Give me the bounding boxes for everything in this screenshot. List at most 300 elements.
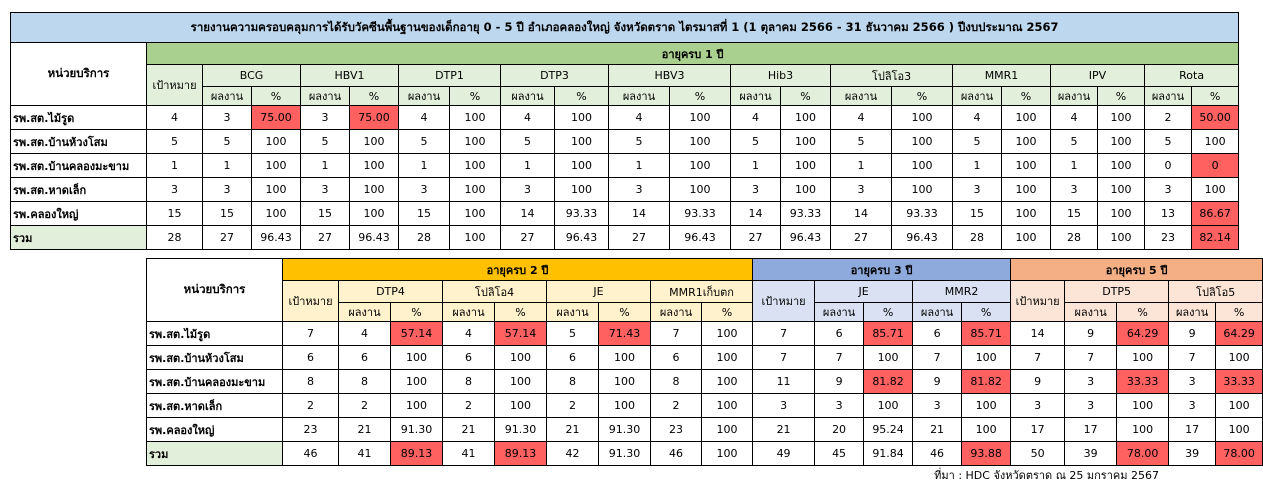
percent-value: 100 [555,130,609,154]
report-title: รายงานความครอบคลุมการได้รับวัคซีนพื้นฐานของเด็กอายุ 0 - 5 ปี อำเภอคลองใหญ่ จังหวัดตราด ไตรมาสที่ 1 (1 ตุลาคม 2566 - 31 ธันวาคม 2566 ) ปีงบประมาณ 2567 [11,13,1239,43]
percent-value: 100 [350,130,399,154]
percent-value: 100 [892,130,953,154]
percent-value: 100 [1002,154,1051,178]
result-value: 20 [815,418,864,442]
percent-value: 82.14 [1192,226,1239,250]
result-value: 3 [301,178,350,202]
table-row [11,226,1239,250]
percent-value: 100 [670,106,731,130]
result-value: 42 [547,442,599,466]
result-value: 14 [501,202,555,226]
result-value: 8 [651,370,702,394]
percent-value: 89.13 [495,442,547,466]
percent-value: 95.24 [864,418,913,442]
table-row [147,346,1263,370]
percent-header: % [1002,87,1051,106]
result-value: 15 [1051,202,1098,226]
unit-name: รพ.สต.หาดเล็ก [11,178,147,202]
vaccine-header: โปลิโอ5 [1169,281,1263,303]
unit-name: รพ.สต.ไม้รูด [11,106,147,130]
result-value: 28 [953,226,1002,250]
percent-value: 100 [450,226,501,250]
result-value: 6 [547,346,599,370]
table-row [147,322,1263,346]
percent-value: 100 [962,418,1011,442]
result-value: 1 [731,154,781,178]
result-value: 2 [547,394,599,418]
percent-value: 85.71 [962,322,1011,346]
percent-header: % [1117,303,1169,322]
result-value: 4 [443,322,495,346]
coverage-table-age-2-3-5 [146,258,1263,466]
target-value: 7 [1011,346,1065,370]
result-value: 15 [301,202,350,226]
result-header: ผลงาน [301,87,350,106]
percent-value: 85.71 [864,322,913,346]
age-group-header: อายุครบ 5 ปี [1011,259,1263,281]
target-header: เป้าหมาย [147,65,203,106]
result-value: 4 [731,106,781,130]
result-value: 7 [913,346,962,370]
target-value: 7 [753,346,815,370]
result-value: 28 [399,226,450,250]
percent-value: 100 [391,394,443,418]
target-header: เป้าหมาย [753,281,815,322]
table-row [147,394,1263,418]
percent-value: 100 [599,346,651,370]
result-value: 21 [339,418,391,442]
result-value: 2 [1145,106,1192,130]
percent-value: 75.00 [252,106,301,130]
result-value: 3 [501,178,555,202]
percent-value: 86.67 [1192,202,1239,226]
percent-value: 100 [350,202,399,226]
percent-value: 100 [781,130,831,154]
vaccine-header: DTP1 [399,65,501,87]
target-value: 49 [753,442,815,466]
table-row [11,178,1239,202]
percent-value: 100 [1098,130,1145,154]
result-value: 41 [339,442,391,466]
percent-value: 100 [495,346,547,370]
percent-value: 100 [252,130,301,154]
percent-header: % [892,87,953,106]
result-value: 5 [831,130,892,154]
unit-name: รวม [11,226,147,250]
result-header: ผลงาน [547,303,599,322]
result-value: 3 [913,394,962,418]
percent-header: % [599,303,651,322]
percent-header: % [702,303,753,322]
result-value: 15 [399,202,450,226]
percent-value: 100 [962,346,1011,370]
percent-value: 100 [450,178,501,202]
percent-value: 100 [670,154,731,178]
percent-value: 100 [864,346,913,370]
result-value: 15 [203,202,252,226]
unit-name: รพ.สต.บ้านห้วงโสม [11,130,147,154]
percent-value: 96.43 [555,226,609,250]
percent-value: 100 [892,154,953,178]
percent-value: 100 [1117,418,1169,442]
percent-header: % [450,87,501,106]
result-value: 2 [443,394,495,418]
result-value: 4 [1051,106,1098,130]
percent-value: 75.00 [350,106,399,130]
result-value: 3 [953,178,1002,202]
result-value: 3 [1051,178,1098,202]
percent-value: 93.33 [781,202,831,226]
unit-name: รพ.สต.หาดเล็ก [147,394,283,418]
result-header: ผลงาน [651,303,702,322]
result-value: 6 [443,346,495,370]
target-value: 2 [283,394,339,418]
percent-value: 33.33 [1117,370,1169,394]
percent-value: 96.43 [892,226,953,250]
result-value: 46 [913,442,962,466]
percent-header: % [350,87,399,106]
result-value: 17 [1169,418,1216,442]
result-value: 23 [1145,226,1192,250]
percent-value: 100 [1002,106,1051,130]
result-header: ผลงาน [831,87,892,106]
result-value: 1 [953,154,1002,178]
percent-value: 64.29 [1216,322,1263,346]
result-value: 3 [203,106,252,130]
percent-value: 96.43 [350,226,399,250]
result-value: 7 [815,346,864,370]
percent-value: 100 [1216,418,1263,442]
target-header: เป้าหมาย [1011,281,1065,322]
percent-header: % [1192,87,1239,106]
result-value: 0 [1145,154,1192,178]
percent-value: 100 [1002,226,1051,250]
table-row [11,106,1239,130]
percent-value: 100 [702,322,753,346]
percent-value: 89.13 [391,442,443,466]
percent-value: 96.43 [252,226,301,250]
vaccine-header: MMR1 [953,65,1051,87]
result-value: 1 [1051,154,1098,178]
result-value: 23 [651,418,702,442]
result-value: 3 [831,178,892,202]
result-value: 21 [443,418,495,442]
percent-value: 100 [702,370,753,394]
percent-value: 100 [450,130,501,154]
result-value: 5 [203,130,252,154]
percent-value: 100 [555,178,609,202]
percent-value: 100 [1098,178,1145,202]
percent-value: 100 [252,154,301,178]
percent-value: 100 [781,178,831,202]
table-row [147,418,1263,442]
percent-value: 93.33 [670,202,731,226]
result-value: 4 [831,106,892,130]
result-value: 2 [339,394,391,418]
target-value: 3 [1011,394,1065,418]
table-row [11,154,1239,178]
result-value: 4 [339,322,391,346]
result-value: 5 [1051,130,1098,154]
unit-name: รพ.คลองใหญ่ [11,202,147,226]
result-value: 2 [651,394,702,418]
result-value: 5 [731,130,781,154]
unit-name: รพ.สต.ไม้รูด [147,322,283,346]
percent-value: 100 [391,370,443,394]
target-value: 6 [283,346,339,370]
result-value: 5 [501,130,555,154]
percent-value: 57.14 [495,322,547,346]
percent-value: 57.14 [391,322,443,346]
percent-value: 100 [391,346,443,370]
vaccine-header: MMR2 [913,281,1011,303]
result-value: 27 [609,226,670,250]
percent-value: 91.30 [599,442,651,466]
result-value: 4 [609,106,670,130]
percent-value: 0 [1192,154,1239,178]
age-group-header: อายุครบ 2 ปี [283,259,753,281]
result-value: 27 [731,226,781,250]
result-value: 3 [815,394,864,418]
vaccine-header: โปลิโอ4 [443,281,547,303]
target-value: 4 [147,106,203,130]
target-value: 17 [1011,418,1065,442]
target-value: 46 [283,442,339,466]
unit-header: หน่วยบริการ [147,259,283,322]
vaccine-header: JE [815,281,913,303]
result-value: 3 [731,178,781,202]
result-value: 21 [547,418,599,442]
result-header: ผลงาน [501,87,555,106]
percent-value: 64.29 [1117,322,1169,346]
result-value: 4 [501,106,555,130]
result-value: 15 [953,202,1002,226]
unit-name: รพ.สต.บ้านห้วงโสม [147,346,283,370]
age-1-group-header: อายุครบ 1 ปี [147,43,1239,65]
vaccine-header: โปลิโอ3 [831,65,953,87]
percent-value: 100 [495,370,547,394]
percent-value: 81.82 [864,370,913,394]
percent-value: 100 [1216,394,1263,418]
vaccine-header: BCG [203,65,301,87]
result-header: ผลงาน [339,303,391,322]
target-value: 3 [147,178,203,202]
target-value: 3 [753,394,815,418]
percent-value: 100 [1098,106,1145,130]
result-header: ผลงาน [1051,87,1098,106]
result-value: 1 [501,154,555,178]
result-header: ผลงาน [1065,303,1117,322]
result-value: 46 [651,442,702,466]
vaccine-header: DTP5 [1065,281,1169,303]
result-value: 14 [609,202,670,226]
percent-value: 100 [599,370,651,394]
vaccine-header: JE [547,281,651,303]
vaccine-header: HBV3 [609,65,731,87]
result-header: ผลงาน [609,87,670,106]
percent-value: 96.43 [670,226,731,250]
percent-header: % [670,87,731,106]
percent-value: 91.30 [391,418,443,442]
percent-header: % [495,303,547,322]
target-value: 9 [1011,370,1065,394]
result-value: 3 [1065,370,1117,394]
result-value: 27 [301,226,350,250]
result-header: ผลงาน [1145,87,1192,106]
result-value: 9 [815,370,864,394]
result-value: 3 [399,178,450,202]
result-value: 28 [1051,226,1098,250]
vaccine-header: DTP4 [339,281,443,303]
result-value: 39 [1065,442,1117,466]
percent-value: 93.33 [555,202,609,226]
result-value: 4 [399,106,450,130]
percent-header: % [1098,87,1145,106]
percent-value: 100 [781,154,831,178]
result-value: 5 [301,130,350,154]
coverage-table-age-1 [10,12,1239,250]
percent-value: 100 [450,202,501,226]
percent-value: 100 [599,394,651,418]
target-value: 7 [283,322,339,346]
percent-value: 100 [892,178,953,202]
percent-value: 100 [1002,202,1051,226]
vaccine-header: MMR1เก็บตก [651,281,753,303]
percent-header: % [252,87,301,106]
percent-value: 96.43 [781,226,831,250]
percent-value: 100 [702,346,753,370]
percent-header: % [864,303,913,322]
result-value: 1 [203,154,252,178]
result-header: ผลงาน [203,87,252,106]
percent-value: 100 [962,394,1011,418]
result-value: 5 [609,130,670,154]
result-value: 27 [203,226,252,250]
percent-value: 100 [252,178,301,202]
percent-value: 100 [555,106,609,130]
source-note: ที่มา : HDC จังหวัดตราด ณ 25 มกราคม 2567 [934,469,1159,482]
result-value: 3 [1065,394,1117,418]
percent-value: 100 [252,202,301,226]
result-value: 4 [953,106,1002,130]
result-value: 8 [547,370,599,394]
percent-value: 100 [702,394,753,418]
percent-value: 100 [670,130,731,154]
table-row [11,202,1239,226]
target-value: 15 [147,202,203,226]
result-value: 6 [339,346,391,370]
result-value: 21 [913,418,962,442]
percent-value: 100 [555,154,609,178]
percent-header: % [391,303,443,322]
result-value: 7 [651,322,702,346]
percent-value: 33.33 [1216,370,1263,394]
target-value: 23 [283,418,339,442]
percent-header: % [1216,303,1263,322]
result-value: 7 [1169,346,1216,370]
result-value: 13 [1145,202,1192,226]
result-header: ผลงาน [913,303,962,322]
percent-value: 81.82 [962,370,1011,394]
percent-value: 100 [864,394,913,418]
percent-value: 100 [1216,346,1263,370]
percent-value: 100 [450,154,501,178]
percent-value: 100 [450,106,501,130]
result-value: 45 [815,442,864,466]
result-value: 9 [1169,322,1216,346]
percent-value: 50.00 [1192,106,1239,130]
result-value: 5 [547,322,599,346]
percent-value: 100 [702,442,753,466]
percent-value: 78.00 [1216,442,1263,466]
target-header: เป้าหมาย [283,281,339,322]
result-value: 5 [953,130,1002,154]
percent-value: 100 [350,154,399,178]
result-value: 14 [831,202,892,226]
vaccine-header: Rota [1145,65,1239,87]
percent-value: 100 [1117,394,1169,418]
result-value: 27 [831,226,892,250]
target-value: 50 [1011,442,1065,466]
percent-value: 100 [892,106,953,130]
unit-name: รพ.สต.บ้านคลองมะขาม [11,154,147,178]
percent-value: 100 [781,106,831,130]
percent-value: 100 [1192,178,1239,202]
age-group-header: อายุครบ 3 ปี [753,259,1011,281]
result-header: ผลงาน [731,87,781,106]
result-header: ผลงาน [815,303,864,322]
result-value: 3 [301,106,350,130]
target-value: 5 [147,130,203,154]
percent-value: 100 [1117,346,1169,370]
result-value: 5 [1145,130,1192,154]
result-value: 3 [203,178,252,202]
percent-value: 100 [702,418,753,442]
result-value: 1 [399,154,450,178]
result-value: 9 [1065,322,1117,346]
percent-value: 100 [350,178,399,202]
vaccine-header: DTP3 [501,65,609,87]
percent-value: 100 [1002,130,1051,154]
target-value: 11 [753,370,815,394]
result-value: 9 [913,370,962,394]
unit-header: หน่วยบริการ [11,43,147,106]
result-value: 6 [913,322,962,346]
percent-header: % [781,87,831,106]
unit-name: รพ.คลองใหญ่ [147,418,283,442]
percent-header: % [555,87,609,106]
percent-value: 78.00 [1117,442,1169,466]
percent-value: 100 [1098,154,1145,178]
vaccine-header: IPV [1051,65,1145,87]
result-value: 8 [339,370,391,394]
table-row [11,130,1239,154]
result-value: 3 [1145,178,1192,202]
target-value: 8 [283,370,339,394]
target-value: 14 [1011,322,1065,346]
percent-header: % [962,303,1011,322]
result-value: 5 [399,130,450,154]
result-value: 3 [1169,370,1216,394]
percent-value: 93.88 [962,442,1011,466]
unit-name: รวม [147,442,283,466]
percent-value: 93.33 [892,202,953,226]
percent-value: 100 [1098,226,1145,250]
result-value: 6 [815,322,864,346]
percent-value: 100 [1002,178,1051,202]
percent-value: 91.84 [864,442,913,466]
result-value: 27 [501,226,555,250]
